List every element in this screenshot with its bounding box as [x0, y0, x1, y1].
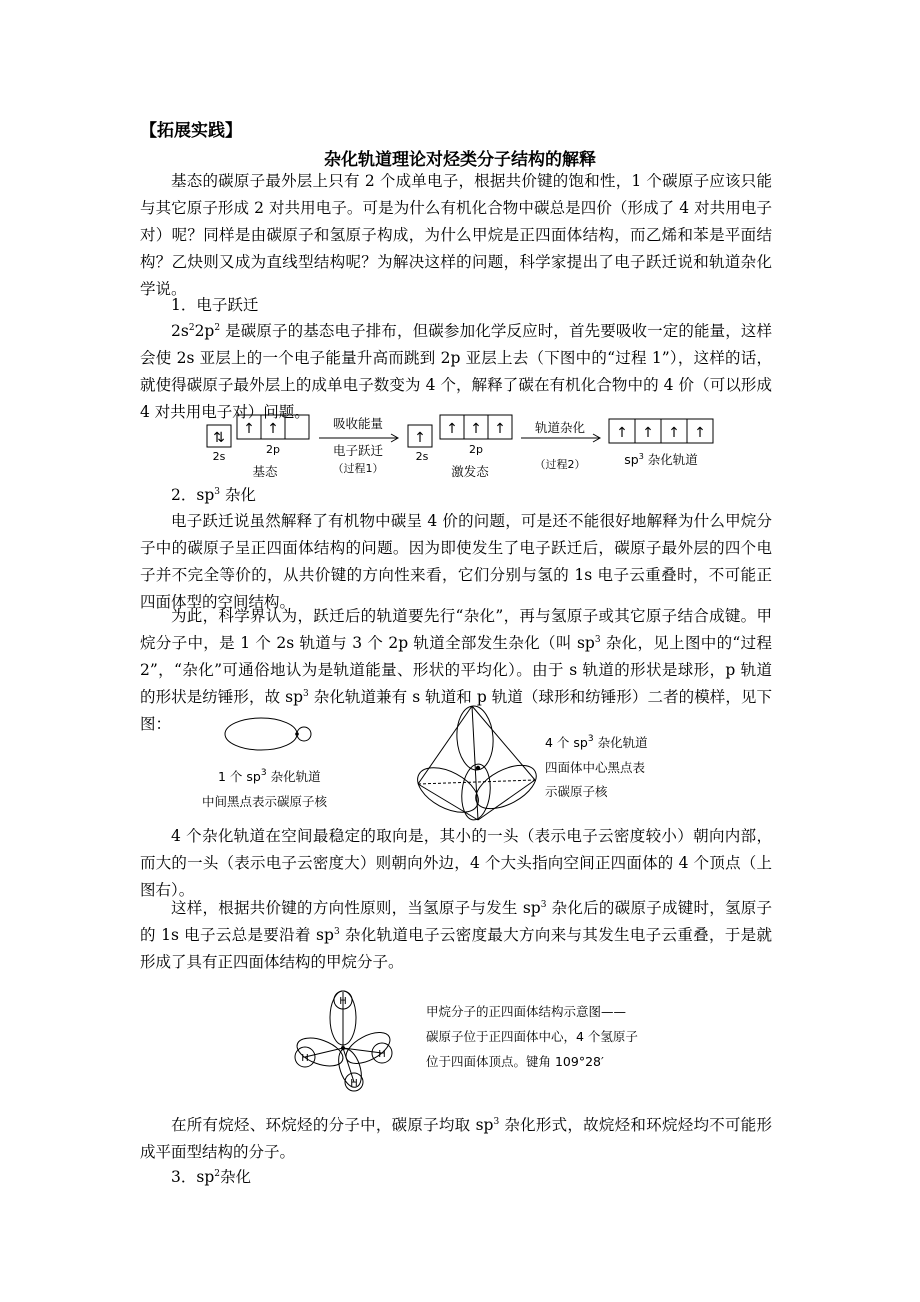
ground-2s-electrons: ⇅	[213, 430, 225, 446]
sp3-electron: ↑	[616, 425, 628, 441]
process-1-label: （过程1）	[332, 462, 384, 475]
section-3-heading: 3．$sp^2$杂化	[171, 1168, 251, 1186]
excited-2p-electron: ↑	[494, 421, 506, 437]
hydrogen-label: H	[350, 1078, 358, 1089]
tetra-caption-1: 4 个 $sp^3$ 杂化轨道	[545, 734, 648, 750]
section-2-heading: 2．$sp^3$ 杂化	[171, 486, 256, 504]
single-orbital-caption-2: 中间黑点表示碳原子核	[202, 794, 328, 809]
tetra-caption-3: 示碳原子核	[545, 784, 608, 799]
label-2s: 2s	[415, 450, 429, 463]
carbon-nucleus-dot	[341, 1046, 345, 1050]
hybridize-label: 轨道杂化	[534, 420, 586, 435]
hydrogen-label: H	[378, 1049, 386, 1060]
intro-paragraph: 基态的碳原子最外层上只有 2 个成单电子，根据共价键的饱和性，1 个碳原子应该只能与其它原子形成 2 对共用电子。可是为什么有机化合物中碳总是四价（形成了 4 对共用电子对）呢？同样是由碳原子和氢原子构成，为什么甲烷是正四面体结构，而乙烯和苯是平面结构？乙炔则又成为直线型结构呢？为解决这样的问题，科学家提出了电子跃迁说和轨道杂化学说。	[140, 172, 772, 298]
excited-2s-electron: ↑	[414, 430, 426, 446]
label-2p: 2p	[469, 443, 483, 456]
ground-2p-electron: ↑	[243, 421, 255, 437]
hydrogen-label: H	[339, 996, 347, 1007]
sp3-orbital-label: $sp^3$ 杂化轨道	[624, 452, 698, 467]
section-2-paragraph-3: 4 个杂化轨道在空间最稳定的取向是，其小的一头（表示电子云密度较小）朝向内部，而大的一头（表示电子云密度大）则朝向外边，4 个大头指向空间正四面体的 4 个顶点（上图右）。	[140, 827, 772, 899]
label-2s: 2s	[212, 450, 226, 463]
section-1-heading: 1．电子跃迁	[171, 296, 259, 314]
process-2-label: （过程2）	[534, 458, 586, 471]
orbital-diagram	[195, 410, 735, 485]
single-sp3-orbital-figure	[224, 716, 324, 756]
ground-state-label: 基态	[252, 464, 278, 479]
methane-structure-figure	[290, 990, 400, 1095]
excited-2p-electron: ↑	[446, 421, 458, 437]
page-title: 杂化轨道理论对烃类分子结构的解释	[324, 150, 596, 170]
section-2-paragraph-5: 在所有烷烃、环烷烃的分子中，碳原子均取 $sp^3$ 杂化形式，故烷烃和环烷烃均不可能形成平面型结构的分子。	[140, 1116, 772, 1161]
ground-2p-electron: ↑	[267, 421, 279, 437]
sp3-electron: ↑	[642, 425, 654, 441]
methane-caption-1: 甲烷分子的正四面体结构示意图——	[426, 1004, 627, 1019]
single-orbital-caption-1: 1 个 $sp^3$ 杂化轨道	[218, 768, 321, 784]
tetrahedron-sp3-figure	[410, 702, 542, 824]
carbon-nucleus-dot	[295, 732, 299, 736]
excited-state-label: 激发态	[451, 464, 489, 479]
absorb-energy-label: 吸收能量	[332, 416, 384, 431]
section-2-paragraph-2: 为此，科学界认为，跃迁后的轨道要先行“杂化”，再与氢原子或其它原子结合成键。甲烷分子中，是 1 个 2s 轨道与 3 个 2p 轨道全部发生杂化（叫 $sp^3$ 杂化，见上图中的“过程 2”，“杂化”可通俗地认为是轨道能量、形状的平均化）。由于 s 轨道的形状是球形，p 轨道的形状是纺锤形，故 $sp^3$ 杂化轨道兼有 s 轨道和 p 轨道（球形和纺锤形）二者的模样，见下图：	[140, 607, 773, 733]
sp3-electron: ↑	[668, 425, 680, 441]
tetra-caption-2: 四面体中心黑点表	[545, 760, 646, 775]
section-tag: 【拓展实践】	[140, 121, 242, 141]
methane-caption-2: 碳原子位于正四面体中心，4 个氢原子	[426, 1029, 638, 1044]
section-2-paragraph-1: 电子跃迁说虽然解释了有机物中碳呈 4 价的问题，可是还不能很好地解释为什么甲烷分子中的碳原子呈正四面体结构的问题。因为即使发生了电子跃迁后，碳原子最外层的四个电子并不完全等价的，从共价键的方向性来看，它们分别与氢的 1s 电子云重叠时，不可能正四面体型的空间结构。	[140, 512, 772, 611]
methane-caption-3: 位于四面体顶点。键角 109°28′	[426, 1054, 604, 1069]
section-2-paragraph-4: 这样，根据共价键的方向性原则，当氢原子与发生 $sp^3$ 杂化后的碳原子成键时，氢原子的 1s 电子云总是要沿着 $sp^3$ 杂化轨道电子云密度最大方向来与其发生电子云重叠，于是就形成了具有正四面体结构的甲烷分子。	[140, 899, 772, 971]
carbon-nucleus-dot	[476, 766, 480, 770]
electron-jump-label: 电子跃迁	[332, 443, 384, 458]
excited-2p-electron: ↑	[470, 421, 482, 437]
section-1-paragraph: $2s^22p^2$ 是碳原子的基态电子排布，但碳参加化学反应时，首先要吸收一定的能量，这样会使 2s 亚层上的一个电子能量升高而跳到 2p 亚层上去（下图中的“过程 1”），这样的话，就使得碳原子最外层上的成单电子数变为 4 个，解释了碳在有机化合物中的 4 价（可以形成 4 对共用电子对）问题。	[140, 322, 772, 421]
hydrogen-label: H	[301, 1053, 309, 1064]
sp3-electron: ↑	[694, 425, 706, 441]
label-2p: 2p	[266, 443, 280, 456]
